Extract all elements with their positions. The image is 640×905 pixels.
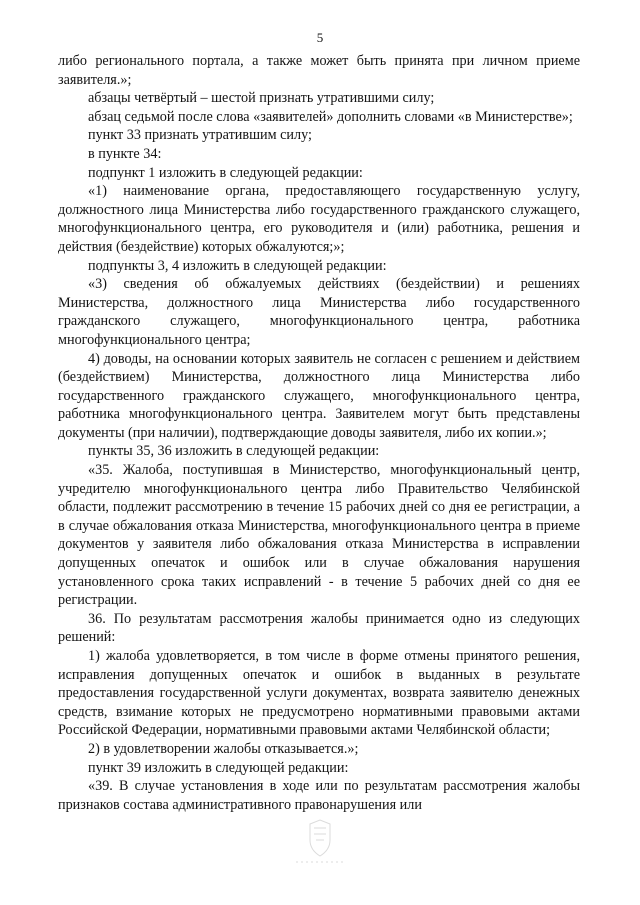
paragraph: «39. В случае установления в ходе или по результатам рассмотрения жалобы признаков состава административного правонарушения или	[58, 778, 580, 813]
paragraph: абзац седьмой после слова «заявителей» дополнить словами «в Министерстве»;	[88, 108, 573, 125]
paragraph: в пункте 34:	[88, 145, 162, 162]
paragraph: подпункты 3, 4 изложить в следующей редакции:	[88, 257, 387, 274]
paragraph: 36. По результатам рассмотрения жалобы принимается одно из следующих решений:	[58, 610, 580, 646]
coat-of-arms-seal-icon	[288, 818, 352, 868]
paragraph: пункт 39 изложить в следующей редакции:	[88, 759, 349, 776]
document-body	[58, 52, 580, 814]
paragraph: 2) в удовлетворении жалобы отказывается.»;	[88, 740, 359, 757]
paragraph: «35. Жалоба, поступившая в Министерство, многофункциональный центр, учредителю многофункционального центра либо Правительство Челябинской области, подлежит рассмотрению в течение 15 рабочих дней со дня ее регистрации, а в случае обжалования отказа Министерства, многофункционального центра в приеме документов у заявителя либо обжалования отказа Министерства в исправлении допущенных опечаток и ошибок или в случае обжалования нарушения установленного срока таких исправлений - в течение 5 рабочих дней со дня ее регистрации.	[58, 462, 580, 609]
paragraph: абзацы четвёртый – шестой признать утратившими силу;	[88, 90, 435, 107]
paragraph: 4) доводы, на основании которых заявитель не согласен с решением и действием (бездействием) Министерства, должностного лица Министерства либо государственного гражданского служащего, многофункционального центра, работника многофункционального центра. Заявителем могут быть представлены документы (при наличии), подтверждающие доводы заявителя, либо их копии.»;	[58, 350, 580, 441]
paragraph: «1) наименование органа, предоставляющего государственную услугу, должностного лица Министерства либо государственного гражданского служащего, многофункционального центра, его руководителя и (или) работника, решения и действия (бездействие) которых обжалуются;»;	[58, 183, 580, 255]
paragraph: 1) жалоба удовлетворяется, в том числе в форме отмены принятого решения, исправления допущенных опечаток и ошибок в выданных в результате предоставления государственной услуги документах, возврата заявителю денежных средств, взимание которых не предусмотрено нормативными правовыми актами Российской Федерации, нормативными правовыми актами Челябинской области;	[58, 648, 580, 739]
paragraph: пункт 33 признать утратившим силу;	[88, 127, 312, 144]
paragraph: подпункт 1 изложить в следующей редакции:	[88, 164, 363, 181]
page-number: 5	[316, 30, 324, 45]
paragraph: либо регионального портала, а также может быть принята при личном приеме заявителя.»;	[58, 53, 580, 88]
paragraph: «3) сведения об обжалуемых действиях (бездействии) и решениях Министерства, должностного лица Министерства либо государственного гражданского служащего, многофункционального центра, работника многофункционального центра;	[58, 276, 580, 348]
paragraph: пункты 35, 36 изложить в следующей редакции:	[88, 443, 380, 460]
